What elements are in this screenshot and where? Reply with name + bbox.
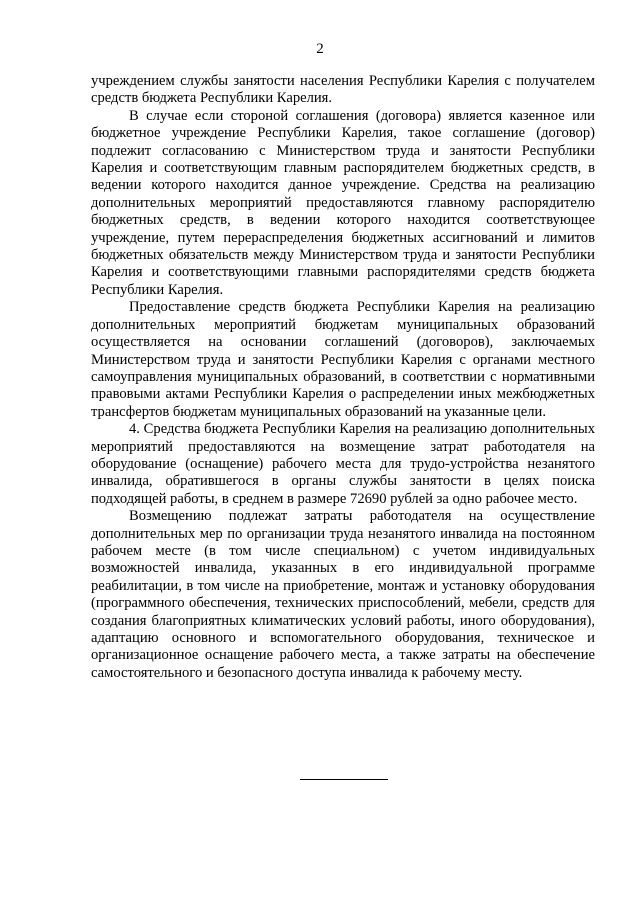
paragraph-municipal-budgets: Предоставление средств бюджета Республики Карелия на реализацию дополнительных мероприятий бюджетам муниципальных образований осуществляется на основании соглашений (договоров), заключаемых Министерством труда и занятости Республики Карелия с органами местного самоуправления муниципальных образований, в соответствии с нормативными правовыми актами Республики Карелия о распределении иных межбюджетных трансфертов бюджетам муниципальных образований на указанные цели.	[91, 299, 595, 420]
page-number: 2	[316, 41, 324, 57]
paragraph-agreement-approval: В случае если стороной соглашения (договора) является казенное или бюджетное учреждение Республики Карелия, такое соглашение (договор) подлежит согласованию с Министерством труда и занятости Республики Карелия и соответствующим главным распорядителем бюджетных средств, в ведении которого находится данное учреждение. Средства на реализацию дополнительных мероприятий предоставляются главному распорядителю бюджетных средств, в ведении которого находится соответствующее учреждение, путем перераспределения бюджетных ассигнований и лимитов бюджетных обязательств между Министерством труда и занятости Республики Карелия и соответствующими главными распорядителями средств бюджета Республики Карелия.	[91, 107, 595, 298]
paragraph-continuation: учреждением службы занятости населения Республики Карелия с получателем средств бюджета Республики Карелия.	[91, 73, 595, 107]
document-body	[91, 73, 595, 682]
paragraph-reimbursable-costs: Возмещению подлежат затраты работодателя на осуществление дополнительных мер по организации труда незанятого инвалида на постоянном рабочем месте (в том числе специальном) с учетом индивидуальных возможностей инвалида, указанных в его индивидуальной программе реабилитации, в том числе на приобретение, монтаж и установку оборудования (программного обеспечения, технических приспособлений, мебели, средств для создания благоприятных климатических условий работы, иного оборудования), адаптацию основного и вспомогательного оборудования, техническое и организационное оснащение рабочего места, а также затраты на обеспечение самостоятельного и безопасного доступа инвалида к рабочему месту.	[91, 508, 595, 681]
end-separator-line	[300, 779, 388, 780]
paragraph-item-4: 4. Средства бюджета Республики Карелия на реализацию дополнительных мероприятий предоставляются на возмещение затрат работодателя на оборудование (оснащение) рабочего места для трудо-устройства незанятого инвалида, обратившегося в органы службы занятости в целях поиска подходящей работы, в среднем в размере 72690 рублей за одно рабочее место.	[91, 421, 595, 507]
